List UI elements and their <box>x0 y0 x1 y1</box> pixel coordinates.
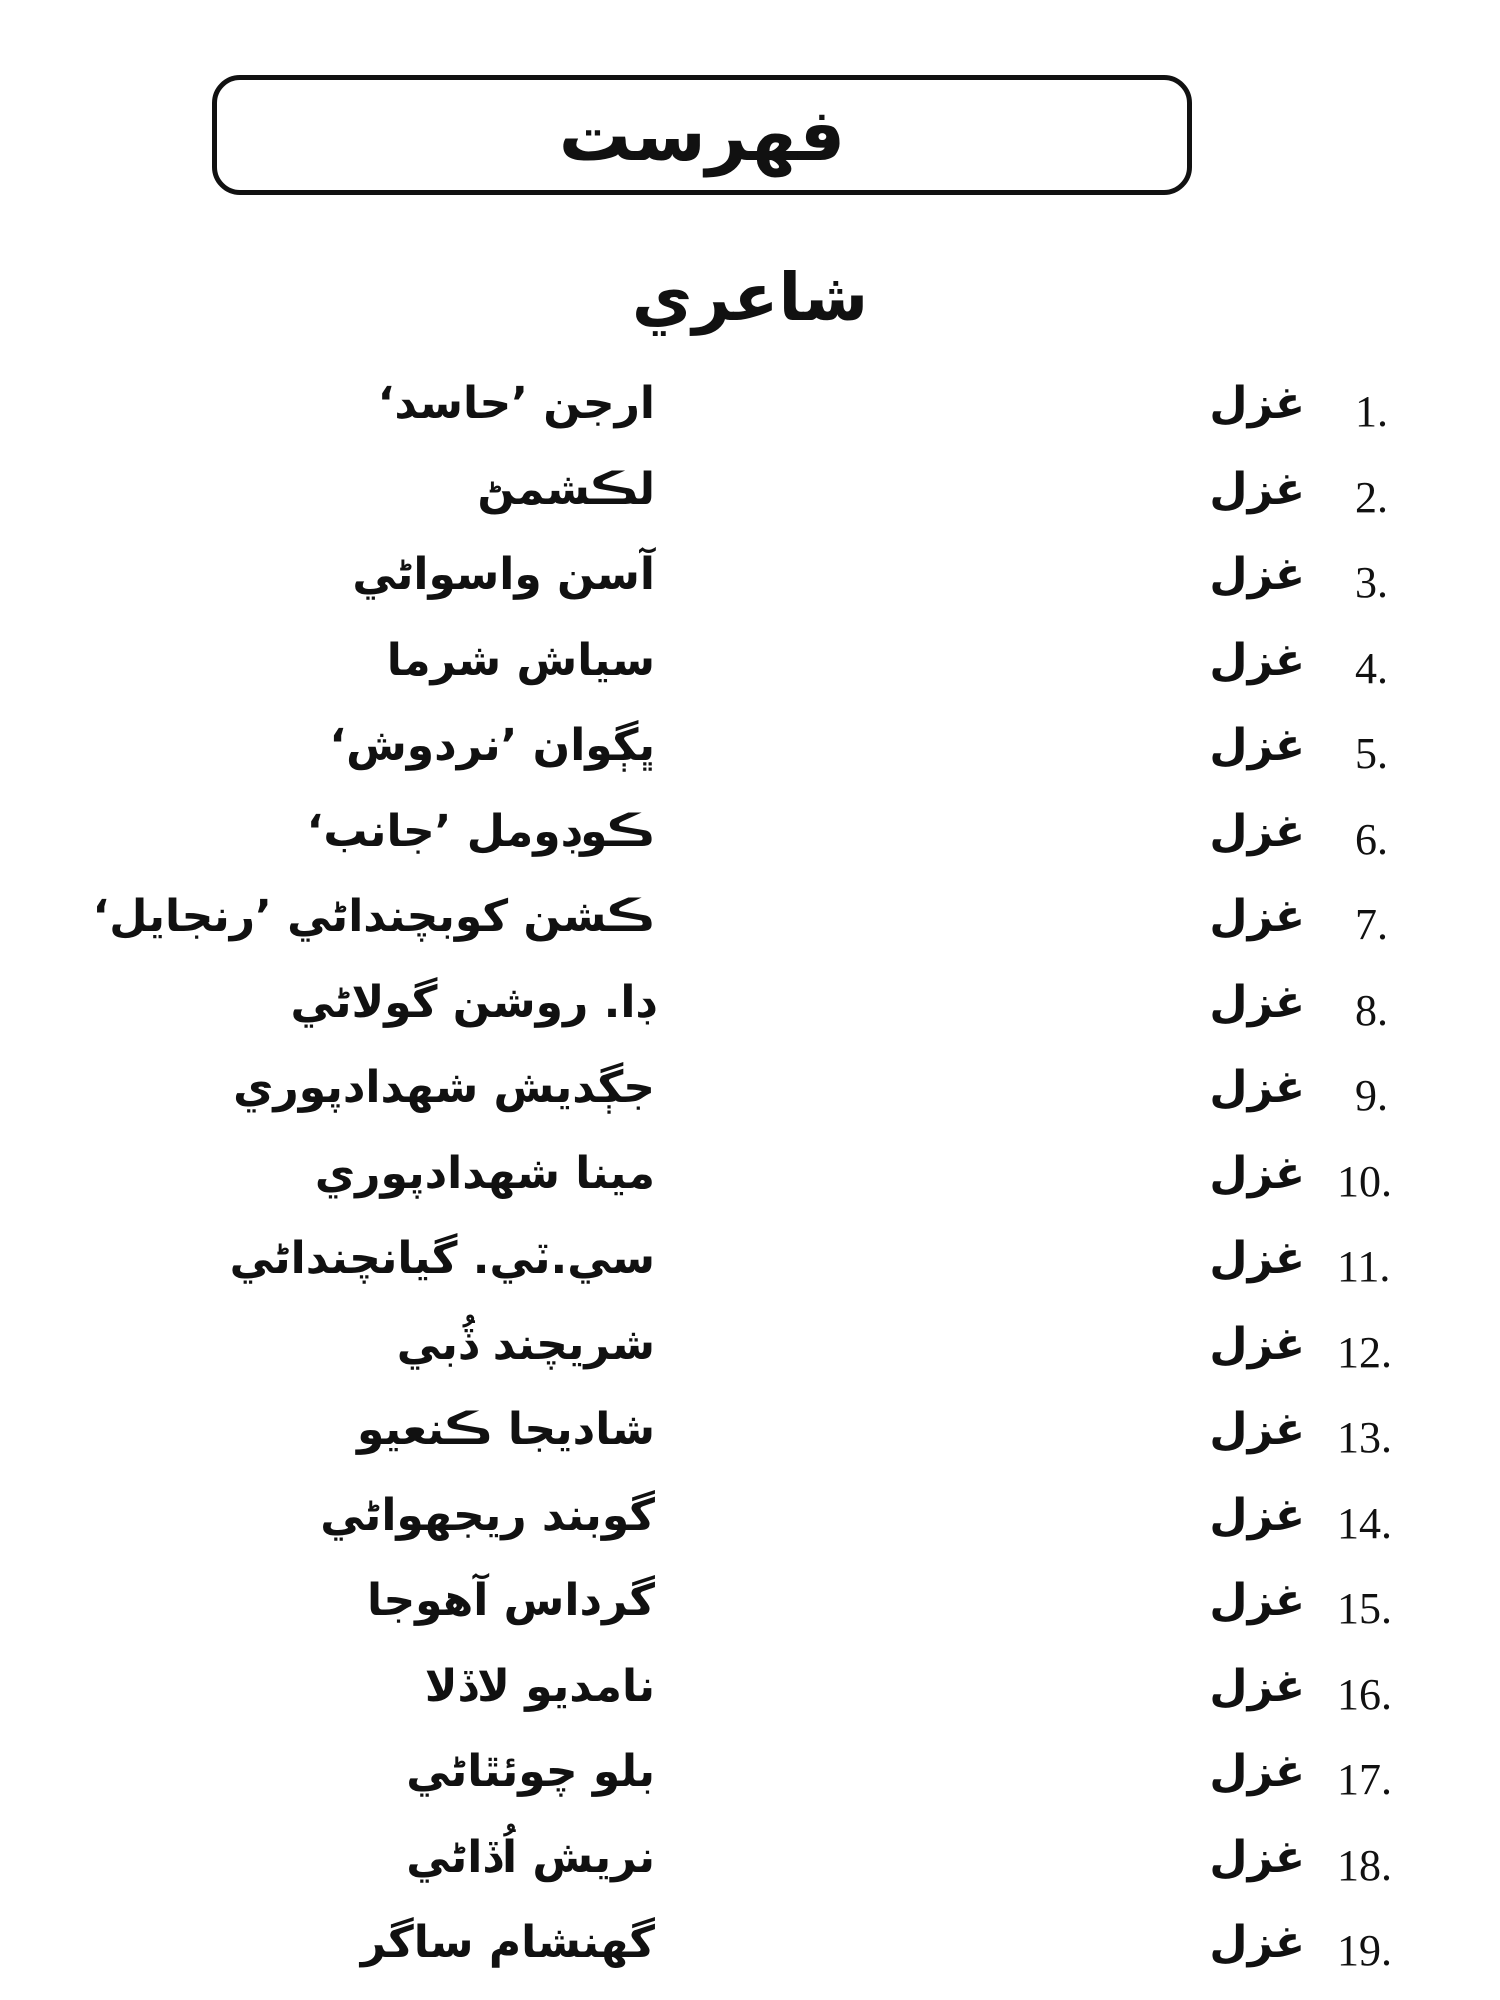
page-title-box <box>212 75 1192 195</box>
entry-author: مينا شهدادپوري <box>314 1147 655 1199</box>
entry-author: گهنشام ساگر <box>360 1917 655 1968</box>
toc-entry <box>0 1907 1500 1993</box>
entry-number: 8. <box>1355 985 1388 1035</box>
entry-kind: غزل <box>1209 891 1305 942</box>
entry-kind: غزل <box>1209 976 1305 1028</box>
toc-entry <box>0 454 1500 540</box>
entry-author: نريش اُڏاڻي <box>406 1831 655 1883</box>
entry-number: 17. <box>1337 1755 1392 1804</box>
entry-number: 11. <box>1337 1242 1391 1291</box>
entry-kind: غزل <box>1209 1575 1305 1626</box>
toc-entry <box>0 1052 1500 1138</box>
entry-number: 2. <box>1355 472 1388 522</box>
entry-author: ڪوڊومل ’جانب‘ <box>306 805 655 857</box>
toc-entry <box>0 796 1500 882</box>
entry-number: 4. <box>1355 643 1388 693</box>
entry-kind: غزل <box>1209 1147 1305 1199</box>
entry-kind: غزل <box>1209 634 1305 686</box>
entry-kind: غزل <box>1209 463 1305 515</box>
entry-number: 13. <box>1337 1413 1392 1462</box>
entry-kind: غزل <box>1209 1660 1305 1712</box>
entry-kind: غزل <box>1209 1233 1305 1284</box>
toc-entry <box>0 881 1500 967</box>
entry-number: 3. <box>1355 558 1388 607</box>
entry-author: شاديجا ڪنعيو <box>356 1404 655 1455</box>
entry-kind: غزل <box>1209 1062 1305 1113</box>
entry-number: 1. <box>1355 387 1388 436</box>
entry-number: 14. <box>1337 1498 1392 1548</box>
entry-number: 12. <box>1337 1327 1392 1377</box>
entry-number: 7. <box>1355 900 1388 949</box>
toc-entry <box>0 1736 1500 1822</box>
entry-kind: غزل <box>1209 1489 1305 1541</box>
entry-author: ڊا. روشن گولاڻي <box>290 976 655 1028</box>
toc-entry <box>0 1565 1500 1651</box>
entry-author: شريچند ڏُبي <box>396 1318 655 1370</box>
entry-kind: غزل <box>1209 1917 1305 1968</box>
entry-author: سي.ٽي. گيانچنداڻي <box>229 1233 655 1284</box>
entry-kind: غزل <box>1209 1831 1305 1883</box>
entry-number: 6. <box>1355 814 1388 864</box>
entry-kind: غزل <box>1209 1404 1305 1455</box>
entry-number: 9. <box>1355 1071 1388 1120</box>
entry-author: ڀڳوان ’نردوش‘ <box>329 720 655 771</box>
toc-entry <box>0 1822 1500 1908</box>
entry-author: گوبند ريجهواڻي <box>320 1489 655 1541</box>
toc-entry <box>0 625 1500 711</box>
table-of-contents <box>0 368 1500 1993</box>
toc-entry <box>0 368 1500 454</box>
entry-kind: غزل <box>1209 720 1305 771</box>
entry-kind: غزل <box>1209 1746 1305 1797</box>
entry-author: ڪشن کوبچنداڻي ’رنجايل‘ <box>92 891 655 942</box>
toc-entry <box>0 1651 1500 1737</box>
toc-entry <box>0 1223 1500 1309</box>
toc-entry <box>0 1480 1500 1566</box>
section-title: شاعري <box>631 259 869 336</box>
entry-number: 15. <box>1337 1584 1392 1633</box>
page-title: فهرست <box>558 93 846 177</box>
entry-kind: غزل <box>1209 805 1305 857</box>
entry-author: گرداس آهوجا <box>366 1575 655 1626</box>
toc-entry <box>0 1138 1500 1224</box>
entry-author: آسن واسواڻي <box>352 549 655 600</box>
entry-author: جڳديش شهدادپوري <box>233 1062 655 1113</box>
entry-author: سياش شرما <box>386 634 655 686</box>
entry-kind: غزل <box>1209 378 1305 429</box>
entry-number: 18. <box>1337 1840 1392 1890</box>
entry-author: لڪشمڻ <box>477 463 655 515</box>
entry-author: بلو چوئٿاڻي <box>406 1746 655 1797</box>
entry-number: 19. <box>1337 1926 1392 1975</box>
entry-kind: غزل <box>1209 549 1305 600</box>
entry-number: 10. <box>1337 1156 1392 1206</box>
entry-number: 5. <box>1355 729 1388 778</box>
entry-author: نامديو لاڏلا <box>424 1660 655 1712</box>
entry-kind: غزل <box>1209 1318 1305 1370</box>
toc-entry <box>0 539 1500 625</box>
entry-author: ارجن ’حاسد‘ <box>377 378 655 429</box>
entry-number: 16. <box>1337 1669 1392 1719</box>
toc-entry <box>0 1309 1500 1395</box>
toc-entry <box>0 967 1500 1053</box>
toc-entry <box>0 710 1500 796</box>
toc-entry <box>0 1394 1500 1480</box>
